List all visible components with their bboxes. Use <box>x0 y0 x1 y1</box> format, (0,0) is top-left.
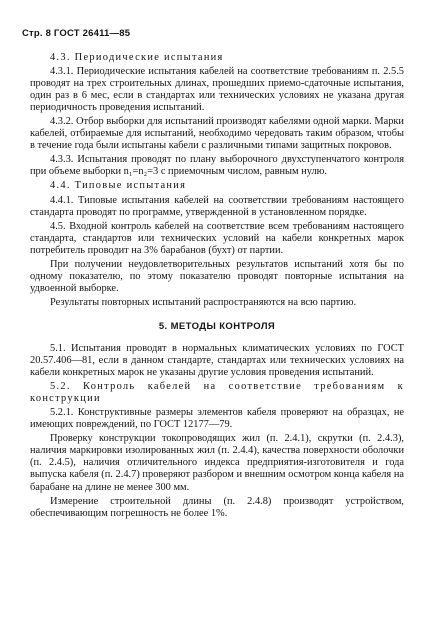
paragraph-5-1: 5.1. Испытания проводят в нормальных климатических условиях по ГОСТ 20.57.406—81, если в данном стандарте, стандартах или технических условиях на кабели конкретных марок не указаны другие условия проведения испытаний. <box>30 342 404 379</box>
document-body <box>30 52 404 520</box>
paragraph-4-5: 4.5. Входной контроль кабелей на соответствие всем требованиям настоящего стандарта, стандартов или технических условий на кабели конкретных марок потребитель проводит на 3% барабанов (бухт) от партии. <box>30 220 404 256</box>
heading-5-2: 5.2. Контроль кабелей на соответствие требованиям к конструкции <box>30 381 404 405</box>
paragraph-4-3-3: 4.3.3. Испытания проводят по плану выборочного двухступенчатого контроля при объеме выборки n₁=n₂=3 с приемочным числом, равным нулю. <box>30 154 404 178</box>
heading-4-3: 4.3. Периодические испытания <box>50 52 224 63</box>
paragraph-4-3-2: 4.3.2. Отбор выборки для испытаний производят кабелями одной марки. Марки кабелей, отбираемые для испытаний, необходимо чередовать таким образом, чтобы в течение года были испытаны кабели с различными типами защитных покровов. <box>30 116 404 152</box>
heading-4-4: 4.4. Типовые испытания <box>50 180 187 192</box>
paragraph-retest: При получении неудовлетворительных результатов испытаний хотя бы по одному показателю, по этому показателю проводят повторные испытания на удвоенной выборке. <box>30 258 404 294</box>
page-header: Стр. 8 ГОСТ 26411—85 <box>22 28 131 39</box>
section-title: 5. МЕТОДЫ КОНТРОЛЯ <box>158 320 276 332</box>
paragraph-4-3-1: 4.3.1. Периодические испытания кабелей на соответствие требованиям п. 2.5.5 проводят на трех строительных длинах, прошедших приемо-сдаточные испытания, один раз в 6 мес, если в стандартах или технических условиях не указана другая периодичность проведения испытаний. <box>30 66 404 114</box>
paragraph-5-2-1: 5.2.1. Конструктивные размеры элементов кабеля проверяют на образцах, не имеющих повреждений, по ГОСТ 12177—79. <box>30 407 404 431</box>
paragraph-construction-check: Проверку конструкции токопроводящих жил (п. 2.4.1), скрутки (п. 2.4.3), наличия маркировки изолированных жил (п. 2.4.4), качества поверхности оболочки (п. 2.4.5), наличия отличительного индекса предприятия-изготовителя и года выпуска кабеля (п. 2.4.7) проверяют разбором и внешним осмотром конца кабеля на барабане на длине не менее 300 мм. <box>30 433 404 493</box>
paragraph-length-measure: Измерение строительной длины (п. 2.4.8) производят устройством, обеспечивающим погрешность не более 1%. <box>30 495 404 519</box>
paragraph-4-4-1: 4.4.1. Типовые испытания кабелей на соответствии требованиям настоящего стандарта проводят по программе, утвержденной в установленном порядке. <box>30 194 404 218</box>
paragraph-results: Результаты повторных испытаний распространяются на всю партию. <box>50 296 357 308</box>
